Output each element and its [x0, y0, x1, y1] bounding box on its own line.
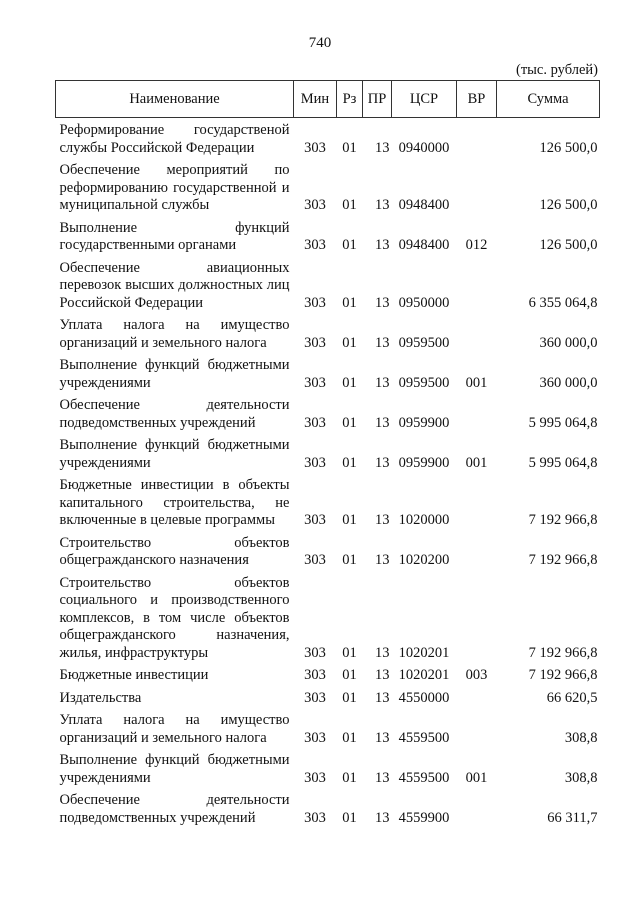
row-name: Выполнение функций бюджетными учреждениями — [59, 752, 290, 786]
row-csr: 4550000 — [398, 689, 450, 706]
row-vr — [457, 256, 497, 314]
row-pr: 13 — [375, 294, 390, 311]
row-vr: 012 — [465, 237, 488, 253]
row-sum: 308,8 — [564, 729, 598, 746]
row-name: Выполнение функций бюджетными учреждениями — [59, 437, 290, 471]
table-row — [56, 433, 600, 473]
row-min: 303 — [304, 769, 326, 786]
row-name: Бюджетные инвестиции — [59, 667, 209, 683]
row-min: 303 — [304, 809, 326, 826]
row-csr: 0940000 — [398, 139, 450, 156]
row-pr: 13 — [375, 139, 390, 156]
row-rz: 01 — [342, 237, 357, 253]
row-pr: 13 — [375, 769, 390, 786]
row-pr: 13 — [375, 809, 390, 826]
header-pr: ПР — [363, 81, 392, 118]
row-vr — [457, 473, 497, 531]
table-row — [56, 708, 600, 748]
row-pr: 13 — [375, 237, 390, 253]
header-name: Наименование — [56, 81, 294, 118]
row-name: Бюджетные инвестиции в объекты капитального строительства, не включенные в целевые программы — [59, 477, 290, 528]
row-vr: 001 — [465, 454, 488, 471]
row-sum: 7 192 966,8 — [528, 512, 598, 528]
row-sum: 5 995 064,8 — [528, 414, 598, 431]
row-sum: 7 192 966,8 — [528, 552, 598, 568]
row-name: Уплата налога на имущество организаций и земельного налога — [59, 317, 290, 351]
table-row — [56, 158, 600, 216]
row-sum: 7 192 966,8 — [528, 667, 598, 683]
table-row — [56, 353, 600, 393]
header-rz: Рз — [337, 81, 363, 118]
row-pr: 13 — [375, 414, 390, 431]
row-csr: 1020000 — [398, 512, 450, 528]
row-vr — [457, 313, 497, 353]
row-vr — [457, 118, 497, 159]
row-min: 303 — [304, 374, 326, 391]
row-sum: 360 000,0 — [539, 334, 598, 351]
row-pr: 13 — [375, 644, 390, 661]
row-pr: 13 — [375, 454, 390, 471]
row-name: Выполнение функций бюджетными учреждениями — [59, 357, 290, 391]
table-row — [56, 393, 600, 433]
row-name: Выполнение функций государственными органами — [59, 219, 290, 253]
row-name: Обеспечение мероприятий по реформированию государственной и муниципальной службы — [59, 162, 290, 213]
row-csr: 1020201 — [398, 667, 450, 683]
row-name: Строительство объектов общегражданского назначения — [59, 534, 290, 568]
row-sum: 6 355 064,8 — [528, 294, 598, 311]
row-min: 303 — [304, 414, 326, 431]
table-row — [56, 531, 600, 571]
row-rz: 01 — [342, 414, 357, 431]
row-sum: 5 995 064,8 — [528, 454, 598, 471]
table-row — [56, 571, 600, 664]
row-name: Реформирование государственой службы Российской Федерации — [59, 122, 290, 156]
row-min: 303 — [304, 512, 326, 528]
row-pr: 13 — [375, 197, 390, 213]
row-pr: 13 — [375, 334, 390, 351]
row-rz: 01 — [342, 809, 357, 826]
row-sum: 7 192 966,8 — [528, 644, 598, 661]
row-pr: 13 — [375, 512, 390, 528]
table-row — [56, 788, 600, 828]
row-min: 303 — [304, 689, 326, 706]
header-min: Мин — [294, 81, 337, 118]
row-min: 303 — [304, 667, 326, 683]
row-vr — [457, 686, 497, 709]
row-csr: 0948400 — [398, 237, 450, 253]
row-vr: 003 — [465, 667, 488, 683]
row-rz: 01 — [342, 374, 357, 391]
row-rz: 01 — [342, 667, 357, 683]
table-header — [56, 81, 600, 118]
row-sum: 308,8 — [564, 769, 598, 786]
table-row — [56, 256, 600, 314]
row-min: 303 — [304, 197, 326, 213]
row-csr: 0959900 — [398, 454, 450, 471]
row-sum: 66 311,7 — [547, 809, 598, 826]
row-rz: 01 — [342, 294, 357, 311]
row-vr — [457, 788, 497, 828]
row-vr: 001 — [465, 769, 488, 786]
row-min: 303 — [304, 729, 326, 746]
row-rz: 01 — [342, 197, 357, 213]
units-label: (тыс. рублей) — [516, 62, 598, 78]
row-min: 303 — [304, 237, 326, 253]
budget-table — [55, 80, 600, 828]
row-rz: 01 — [342, 512, 357, 528]
table-row — [56, 748, 600, 788]
page-number: 740 — [308, 35, 332, 51]
row-pr: 13 — [375, 667, 390, 683]
row-name: Строительство объектов социального и производственного комплексов, в том числе объектов общегражданского назначения, жилья, инфраструктуры — [59, 574, 290, 661]
row-pr: 13 — [375, 729, 390, 746]
row-rz: 01 — [342, 689, 357, 706]
header-sum: Сумма — [497, 81, 600, 118]
row-name: Обеспечение деятельности подведомственных учреждений — [59, 792, 290, 826]
header-csr: ЦСР — [392, 81, 457, 118]
row-rz: 01 — [342, 644, 357, 661]
row-min: 303 — [304, 139, 326, 156]
row-name: Обеспечение деятельности подведомственных учреждений — [59, 397, 290, 431]
row-csr: 0950000 — [398, 294, 450, 311]
row-vr — [457, 531, 497, 571]
row-name: Обеспечение авиационных перевозок высших должностных лиц Российской Федерации — [59, 259, 290, 311]
row-vr: 001 — [465, 374, 488, 391]
row-min: 303 — [304, 334, 326, 351]
row-sum: 126 500,0 — [539, 197, 598, 213]
row-rz: 01 — [342, 729, 357, 746]
row-min: 303 — [304, 294, 326, 311]
row-csr: 0948400 — [398, 197, 450, 213]
row-pr: 13 — [375, 689, 390, 706]
row-csr: 1020200 — [398, 552, 450, 568]
table-row — [56, 216, 600, 256]
row-sum: 126 500,0 — [539, 237, 598, 253]
row-name: Издательства — [59, 689, 142, 706]
row-pr: 13 — [375, 552, 390, 568]
row-vr — [457, 393, 497, 433]
table-row — [56, 118, 600, 159]
row-min: 303 — [304, 644, 326, 661]
row-sum: 66 620,5 — [546, 689, 598, 706]
table-row — [56, 313, 600, 353]
row-sum: 360 000,0 — [539, 374, 598, 391]
header-vr: ВР — [457, 81, 497, 118]
row-rz: 01 — [342, 454, 357, 471]
table-row — [56, 663, 600, 686]
row-min: 303 — [304, 552, 326, 568]
row-csr: 4559900 — [398, 809, 450, 826]
row-rz: 01 — [342, 139, 357, 156]
row-rz: 01 — [342, 334, 357, 351]
row-csr: 0959900 — [398, 414, 450, 431]
row-pr: 13 — [375, 374, 390, 391]
table-row — [56, 473, 600, 531]
row-csr: 0959500 — [398, 374, 450, 391]
row-vr — [457, 158, 497, 216]
row-vr — [457, 708, 497, 748]
row-sum: 126 500,0 — [539, 139, 598, 156]
row-csr: 1020201 — [398, 644, 450, 661]
row-rz: 01 — [342, 769, 357, 786]
row-csr: 4559500 — [398, 729, 450, 746]
row-name: Уплата налога на имущество организаций и земельного налога — [59, 712, 290, 746]
row-csr: 0959500 — [398, 334, 450, 351]
row-rz: 01 — [342, 552, 357, 568]
row-vr — [457, 571, 497, 664]
row-min: 303 — [304, 454, 326, 471]
row-csr: 4559500 — [398, 769, 450, 786]
table-row — [56, 686, 600, 709]
